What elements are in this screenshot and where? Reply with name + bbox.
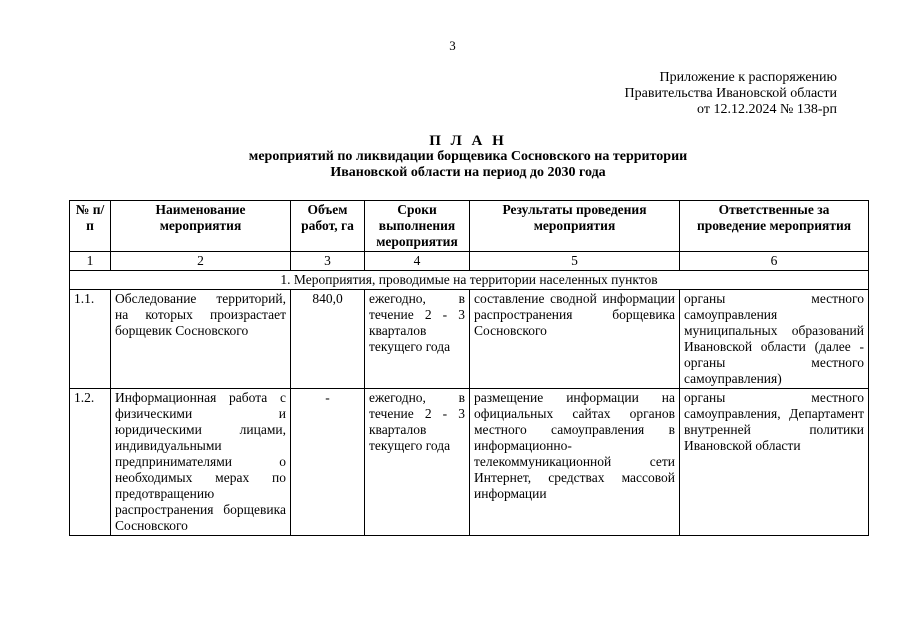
header-cell: Сроки выполнения мероприятия bbox=[365, 201, 470, 252]
column-number: 3 bbox=[291, 252, 365, 271]
title-subtitle-2: Ивановской области на период до 2030 года bbox=[330, 165, 606, 180]
header-cell: Наименование мероприятия bbox=[111, 201, 291, 252]
activity-name: Обследование территорий, на которых произрастает борщевик Сосновского bbox=[111, 290, 291, 389]
column-number: 4 bbox=[365, 252, 470, 271]
document-title bbox=[70, 133, 866, 181]
section-title: 1. Мероприятия, проводимые на территории населенных пунктов bbox=[70, 271, 869, 290]
activity-term: ежегодно, в течение 2 - 3 кварталов текущего года bbox=[365, 290, 470, 389]
activity-result: составление сводной информации распространения борщевика Сосновского bbox=[470, 290, 680, 389]
appendix-line: Приложение к распоряжению bbox=[659, 70, 837, 85]
header-cell: № п/п bbox=[70, 201, 111, 252]
column-number: 6 bbox=[680, 252, 869, 271]
row-number: 1.1. bbox=[70, 290, 111, 389]
header-cell: Ответственные за проведение мероприятия bbox=[680, 201, 869, 252]
table-row bbox=[70, 290, 869, 389]
work-volume: 840,0 bbox=[291, 290, 365, 389]
page-number: 3 bbox=[449, 38, 456, 53]
plan-table bbox=[69, 200, 869, 536]
appendix-date: от 12.12.2024 № 138-рп bbox=[697, 102, 837, 117]
header-cell: Объем работ, га bbox=[291, 201, 365, 252]
title-subtitle: мероприятий по ликвидации борщевика Сосновского на территории bbox=[248, 149, 688, 164]
responsible-party: органы местного самоуправления муниципальных образований Ивановской области (далее - органы местного самоуправления) bbox=[680, 290, 869, 389]
title-plan: П Л А Н bbox=[429, 133, 507, 149]
column-number: 5 bbox=[470, 252, 680, 271]
responsible-party: органы местного самоуправления, Департамент внутренней политики Ивановской области bbox=[680, 389, 869, 536]
appendix-block bbox=[625, 70, 837, 118]
section-row bbox=[70, 271, 869, 290]
column-number: 1 bbox=[70, 252, 111, 271]
row-number: 1.2. bbox=[70, 389, 111, 536]
column-number-row bbox=[70, 252, 869, 271]
header-cell: Результаты проведения мероприятия bbox=[470, 201, 680, 252]
activity-name: Информационная работа с физическими и юридическими лицами, индивидуальными предпринимателями о необходимых мерах по предотвращению распространения борщевика Сосновского bbox=[111, 389, 291, 536]
activity-result: размещение информации на официальных сайтах органов местного самоуправления в информационно-телекоммуникационной сети Интернет, средствах массовой информации bbox=[470, 389, 680, 536]
appendix-line: Правительства Ивановской области bbox=[624, 86, 837, 101]
column-number: 2 bbox=[111, 252, 291, 271]
header-row bbox=[70, 201, 869, 252]
table-row bbox=[70, 389, 869, 536]
work-volume: - bbox=[291, 389, 365, 536]
activity-term: ежегодно, в течение 2 - 3 кварталов текущего года bbox=[365, 389, 470, 536]
